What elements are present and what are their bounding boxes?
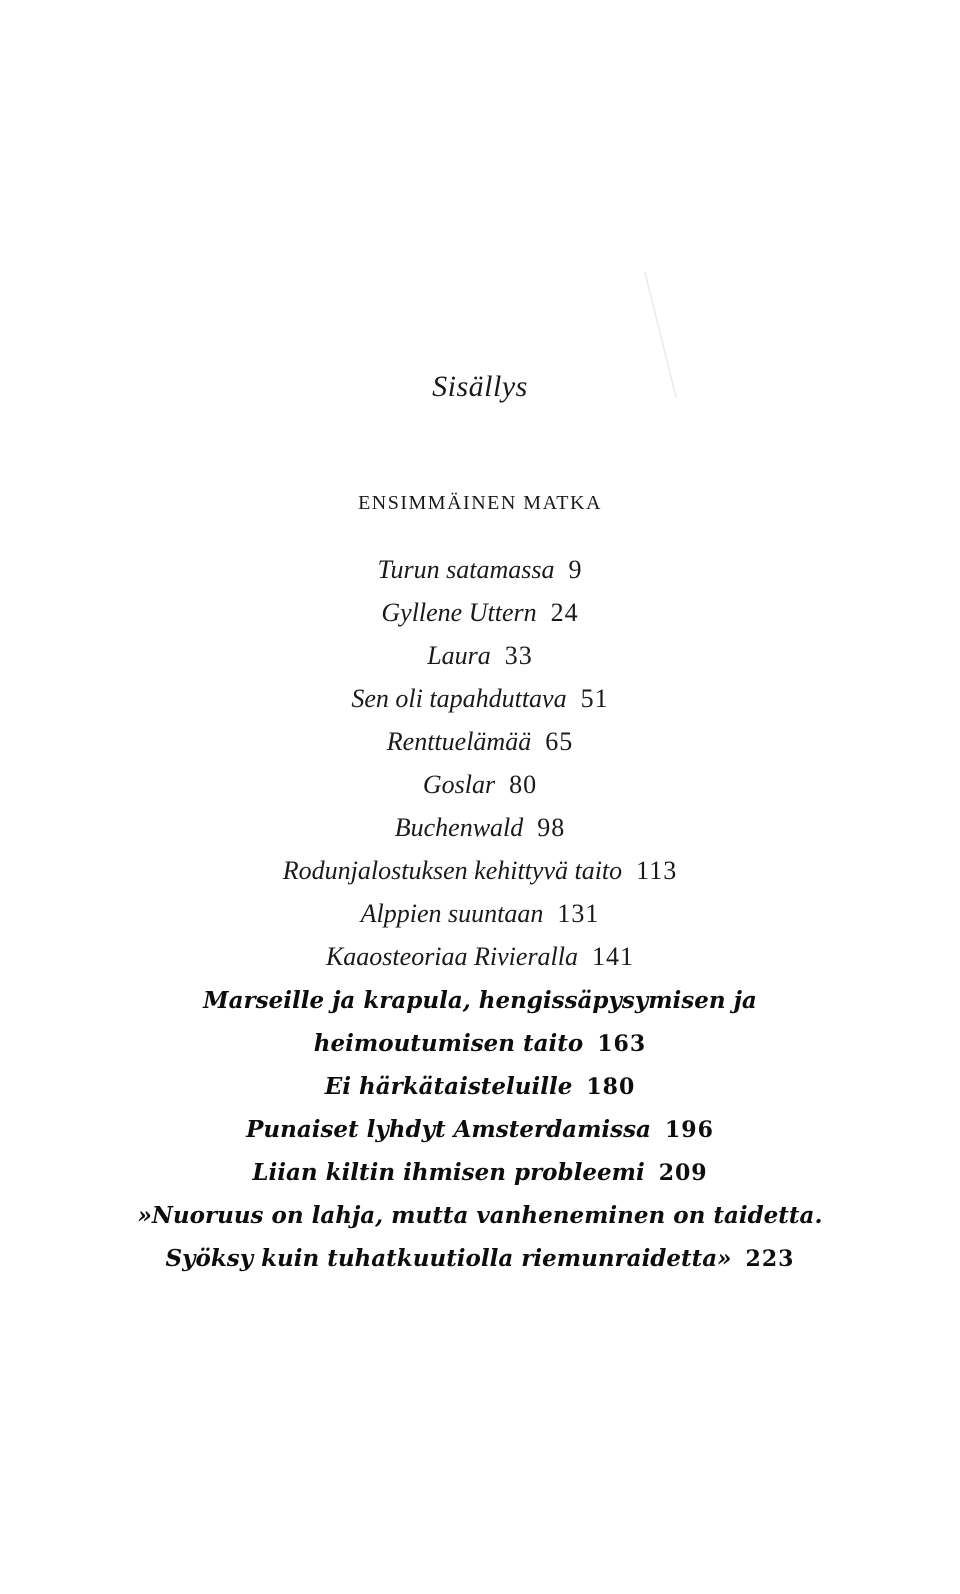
toc-entry-title: Ei härkätaisteluille: [324, 1073, 573, 1100]
toc-entry-page: 180: [586, 1074, 636, 1100]
toc-entry-title: heimoutumisen taito: [313, 1030, 584, 1057]
toc-entry: [0, 1064, 960, 1107]
toc-entry-page: 209: [658, 1160, 708, 1186]
section-heading: ENSIMMÄINEN MATKA: [358, 492, 602, 514]
toc-entry: [0, 849, 960, 892]
toc-entry: [0, 892, 960, 935]
toc-entry: [0, 1193, 960, 1236]
toc-entry-title: Rodunjalostuksen kehittyvä taito: [282, 856, 623, 885]
toc-entry-title: Marseille ja krapula, hengissäpysymisen ja: [203, 987, 757, 1014]
toc-entry-page: 33: [504, 641, 533, 670]
toc-entry-title: Liian kiltin ihmisen probleemi: [252, 1159, 645, 1186]
toc-entry-title: Kaaosteoriaa Rivieralla: [325, 942, 579, 971]
toc-entry-page: 163: [597, 1031, 647, 1057]
toc-entry-page: 131: [557, 899, 600, 928]
toc-entry: [0, 677, 960, 720]
toc-entry-page: 196: [664, 1117, 714, 1143]
toc-entry-page: 9: [568, 555, 583, 584]
table-of-contents: [0, 548, 960, 1279]
toc-entry-page: 65: [545, 727, 574, 756]
page-title: Sisällys: [432, 370, 528, 403]
toc-entry-title: Renttuelämää: [386, 727, 532, 756]
toc-entry-page: 80: [509, 770, 538, 799]
toc-entry: [0, 634, 960, 677]
toc-entry-page: 113: [636, 856, 678, 885]
toc-entry-title: Gyllene Uttern: [381, 598, 537, 627]
toc-entry-title: Goslar: [422, 770, 496, 799]
toc-entry: [0, 806, 960, 849]
toc-entry-title: Alppien suuntaan: [360, 899, 544, 928]
toc-entry-title: Syöksy kuin tuhatkuutiolla riemunraidetta»: [165, 1245, 732, 1272]
toc-entry-title: »Nuoruus on lahja, mutta vanheneminen on taidetta.: [137, 1202, 823, 1229]
toc-entry-page: 24: [550, 598, 579, 627]
toc-entry: [0, 548, 960, 591]
toc-entry-page: 98: [537, 813, 566, 842]
toc-entry-page: 223: [745, 1246, 795, 1272]
toc-entry-title: Buchenwald: [394, 813, 524, 842]
toc-entry: [0, 1107, 960, 1150]
toc-entry: [0, 591, 960, 634]
toc-entry: [0, 720, 960, 763]
toc-entry: [0, 763, 960, 806]
toc-entry-title: Punaiset lyhdyt Amsterdamissa: [246, 1116, 651, 1143]
toc-entry-page: 51: [580, 684, 609, 713]
toc-entry-title: Laura: [427, 641, 491, 670]
toc-entry: [0, 1150, 960, 1193]
toc-entry: [0, 1236, 960, 1279]
toc-entry: [0, 1021, 960, 1064]
toc-entry: [0, 978, 960, 1021]
toc-entry-title: Turun satamassa: [377, 555, 555, 584]
toc-entry-page: 141: [592, 942, 635, 971]
toc-entry-title: Sen oli tapahduttava: [351, 684, 567, 713]
toc-entry: [0, 935, 960, 978]
